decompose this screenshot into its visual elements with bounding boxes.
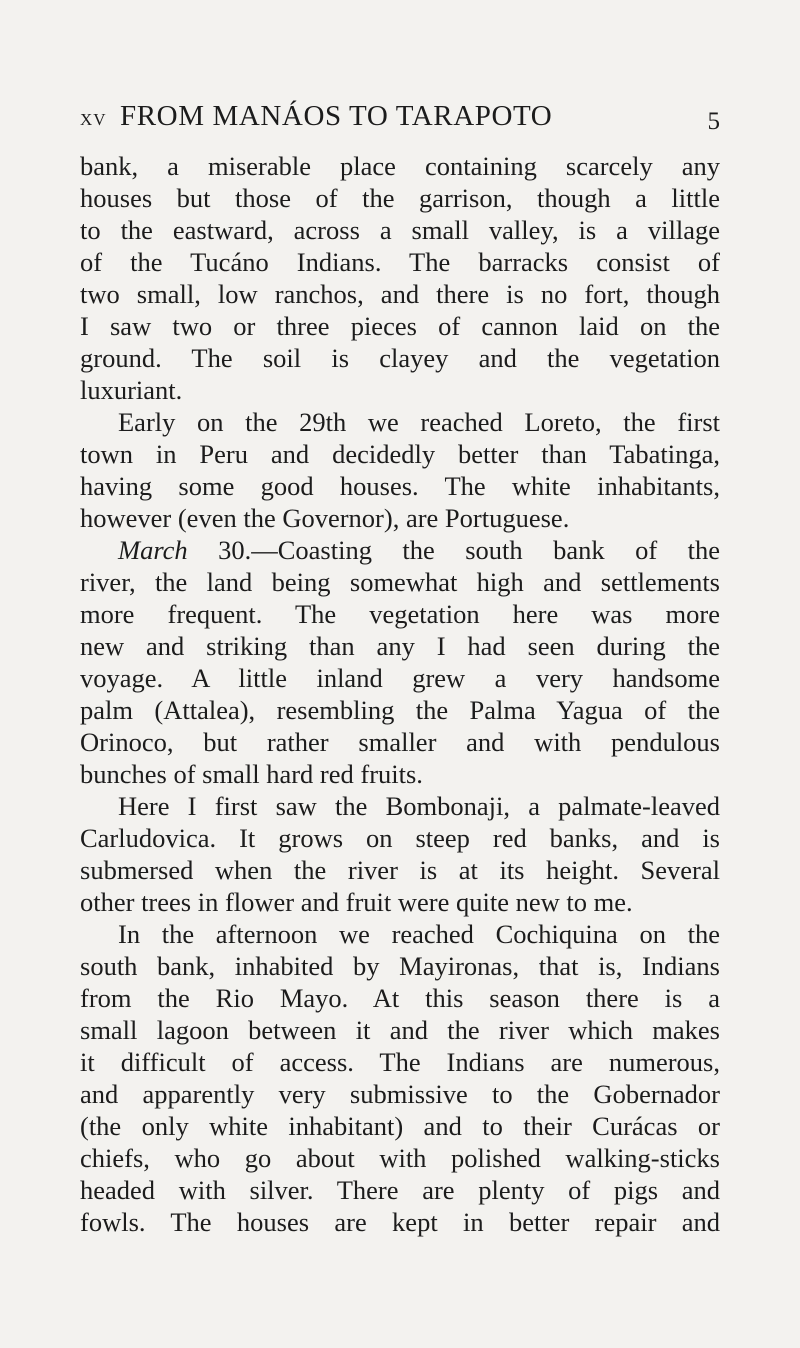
running-title: FROM MANÁOS TO TARAPOTO bbox=[120, 100, 553, 132]
text-line: small lagoon between it and the river which makes bbox=[80, 1015, 720, 1045]
text-line: new and striking than any I had seen during the bbox=[80, 631, 720, 661]
text-line: to the eastward, across a small valley, is a village bbox=[80, 215, 720, 245]
text-line: (the only white inhabitant) and to their Curácas or bbox=[80, 1111, 720, 1141]
text-line: luxuriant. bbox=[80, 375, 183, 405]
text-line: ground. The soil is clayey and the vegetation bbox=[80, 343, 720, 373]
text-line: two small, low ranchos, and there is no fort, though bbox=[80, 279, 720, 309]
text-line: headed with silver. There are plenty of pigs and bbox=[80, 1175, 720, 1205]
text-line: bunches of small hard red fruits. bbox=[80, 759, 423, 789]
text-line: however (even the Governor), are Portuguese. bbox=[80, 503, 570, 533]
running-header bbox=[80, 100, 720, 140]
text-line: river, the land being somewhat high and settlements bbox=[80, 567, 720, 597]
text-line: and apparently very submissive to the Gobernador bbox=[80, 1079, 720, 1109]
text-line: having some good houses. The white inhabitants, bbox=[80, 471, 720, 501]
date-italic: March bbox=[118, 535, 188, 565]
text-line: bank, a miserable place containing scarcely any bbox=[80, 151, 720, 181]
text-line: town in Peru and decidedly better than Tabatinga, bbox=[80, 439, 720, 469]
page-number: 5 bbox=[707, 108, 720, 135]
chapter-number: XV bbox=[80, 110, 107, 129]
text-line: submersed when the river is at its height. Several bbox=[80, 855, 720, 885]
text-line: of the Tucáno Indians. The barracks consist of bbox=[80, 247, 720, 277]
text-line: Carludovica. It grows on steep red banks, and is bbox=[80, 823, 720, 853]
text-line: March 30.—Coasting the south bank of the bbox=[118, 535, 720, 565]
text-line: houses but those of the garrison, though a little bbox=[80, 183, 720, 213]
text-line: In the afternoon we reached Cochiquina on the bbox=[118, 919, 720, 949]
text-line: other trees in flower and fruit were quite new to me. bbox=[80, 887, 633, 917]
text-line: from the Rio Mayo. At this season there is a bbox=[80, 983, 720, 1013]
text-line: fowls. The houses are kept in better repair and bbox=[80, 1207, 720, 1237]
text-line: Early on the 29th we reached Loreto, the first bbox=[118, 407, 720, 437]
text-line: chiefs, who go about with polished walking-sticks bbox=[80, 1143, 720, 1173]
text-line: south bank, inhabited by Mayironas, that is, Indians bbox=[80, 951, 720, 981]
text-line: it difficult of access. The Indians are numerous, bbox=[80, 1047, 720, 1077]
text-line: I saw two or three pieces of cannon laid on the bbox=[80, 311, 720, 341]
text-line: Here I first saw the Bombonaji, a palmate-leaved bbox=[118, 791, 720, 821]
text-line: palm (Attalea), resembling the Palma Yagua of the bbox=[80, 695, 720, 725]
text-line: more frequent. The vegetation here was more bbox=[80, 599, 720, 629]
text-line: Orinoco, but rather smaller and with pendulous bbox=[80, 727, 720, 757]
text-line: voyage. A little inland grew a very handsome bbox=[80, 663, 720, 693]
